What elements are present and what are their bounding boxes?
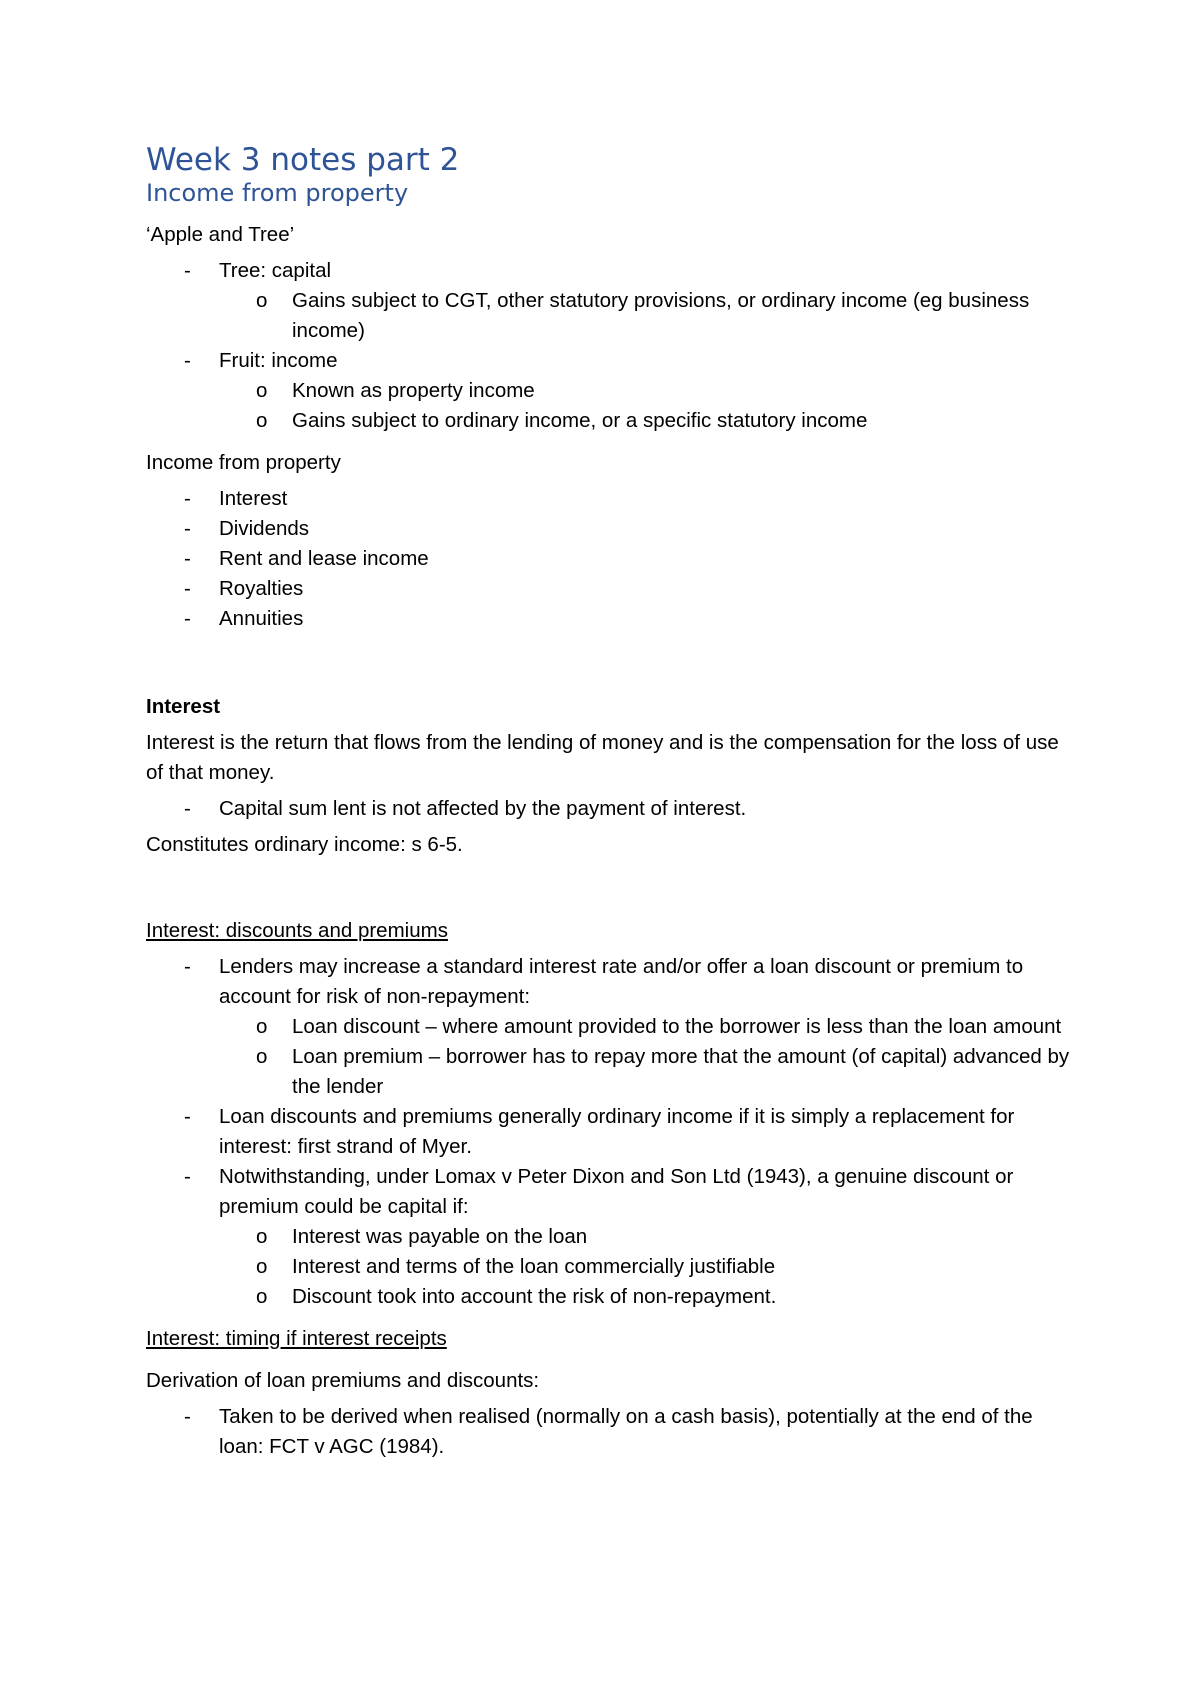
list-item — [146, 574, 1076, 604]
sub-list-item — [219, 1042, 1076, 1102]
timing-derivation: Derivation of loan premiums and discounts: — [146, 1369, 540, 1392]
list-item-text: Taken to be derived when realised (normally on a cash basis), potentially at the end of the loan: FCT v AGC (1984). — [219, 1405, 1033, 1458]
dash-bullet: - — [184, 349, 191, 372]
sub-list-item — [219, 1282, 1076, 1312]
sub-list-item-text: Loan discount – where amount provided to the borrower is less than the loan amount — [292, 1015, 1062, 1038]
spacer — [146, 872, 1076, 916]
dash-bullet: - — [184, 487, 191, 510]
list-item — [146, 544, 1076, 574]
list-item — [146, 1402, 1076, 1462]
circle-bullet: o — [256, 379, 268, 402]
sub-list-item-text: Gains subject to CGT, other statutory provisions, or ordinary income (eg business income) — [292, 289, 1030, 342]
sub-list-item-text: Loan premium – borrower has to repay more that the amount (of capital) advanced by the lender — [292, 1045, 1070, 1098]
list-item — [146, 484, 1076, 514]
interest-paragraph: Interest is the return that flows from the lending of money and is the compensation for the loss of use of that money. — [146, 731, 1059, 784]
circle-bullet: o — [256, 1045, 268, 1068]
timing-heading: Interest: timing if interest receipts — [146, 1327, 447, 1350]
list-item-text: Interest — [219, 487, 288, 510]
discounts-list — [146, 952, 1076, 1312]
apple-tree-heading: ‘Apple and Tree’ — [146, 223, 295, 246]
list-item — [146, 952, 1076, 1102]
sub-list-item — [219, 1012, 1076, 1042]
list-item — [146, 514, 1076, 544]
list-item-text: Annuities — [219, 607, 304, 630]
dash-bullet: - — [184, 955, 191, 978]
dash-bullet: - — [184, 607, 191, 630]
dash-bullet: - — [184, 517, 191, 540]
dash-bullet: - — [184, 547, 191, 570]
list-item-text: Lenders may increase a standard interest rate and/or offer a loan discount or premium to account for risk of non-repayment: — [219, 955, 1024, 1008]
list-item — [146, 346, 1076, 436]
dash-bullet: - — [184, 1405, 191, 1428]
apple-tree-list — [146, 256, 1076, 436]
sub-list — [219, 1222, 1076, 1312]
list-item-text: Loan discounts and premiums generally ordinary income if it is simply a replacement for interest: first strand of Myer. — [219, 1105, 1015, 1158]
circle-bullet: o — [256, 289, 268, 312]
circle-bullet: o — [256, 1015, 268, 1038]
list-item — [146, 256, 1076, 346]
list-item-text: Fruit: income — [219, 349, 338, 372]
spacer — [146, 646, 1076, 692]
document-content — [146, 142, 1076, 1474]
list-item-text: Dividends — [219, 517, 310, 540]
list-item — [146, 604, 1076, 634]
circle-bullet: o — [256, 1225, 268, 1248]
list-item-text: Notwithstanding, under Lomax v Peter Dixon and Son Ltd (1943), a genuine discount or premium could be capital if: — [219, 1165, 1014, 1218]
dash-bullet: - — [184, 1165, 191, 1188]
list-item-text: Royalties — [219, 577, 304, 600]
income-types-list — [146, 484, 1076, 634]
sub-list-item-text: Interest and terms of the loan commercially justifiable — [292, 1255, 776, 1278]
income-from-property-heading: Income from property — [146, 451, 341, 474]
page-title: Week 3 notes part 2 — [146, 142, 460, 178]
dash-bullet: - — [184, 259, 191, 282]
circle-bullet: o — [256, 409, 268, 432]
list-item-text: Capital sum lent is not affected by the payment of interest. — [219, 797, 747, 820]
sub-list-item-text: Interest was payable on the loan — [292, 1225, 588, 1248]
sub-list — [219, 286, 1076, 346]
sub-list — [219, 376, 1076, 436]
list-item — [146, 1102, 1076, 1162]
dash-bullet: - — [184, 797, 191, 820]
sub-list-item-text: Known as property income — [292, 379, 535, 402]
interest-heading: Interest — [146, 695, 221, 718]
sub-list — [219, 1012, 1076, 1102]
sub-list-item-text: Discount took into account the risk of non-repayment. — [292, 1285, 777, 1308]
timing-list — [146, 1402, 1076, 1462]
sub-list-item-text: Gains subject to ordinary income, or a specific statutory income — [292, 409, 868, 432]
circle-bullet: o — [256, 1285, 268, 1308]
sub-list-item — [219, 286, 1076, 346]
interest-list — [146, 794, 1076, 824]
list-item — [146, 794, 1076, 824]
sub-list-item — [219, 376, 1076, 406]
sub-list-item — [219, 1222, 1076, 1252]
sub-list-item — [219, 406, 1076, 436]
sub-list-item — [219, 1252, 1076, 1282]
discounts-heading: Interest: discounts and premiums — [146, 919, 448, 942]
interest-constitutes: Constitutes ordinary income: s 6-5. — [146, 833, 463, 856]
section-heading-income-from-property: Income from property — [146, 179, 409, 207]
dash-bullet: - — [184, 1105, 191, 1128]
list-item-text: Tree: capital — [219, 259, 332, 282]
list-item — [146, 1162, 1076, 1312]
list-item-text: Rent and lease income — [219, 547, 429, 570]
circle-bullet: o — [256, 1255, 268, 1278]
dash-bullet: - — [184, 577, 191, 600]
